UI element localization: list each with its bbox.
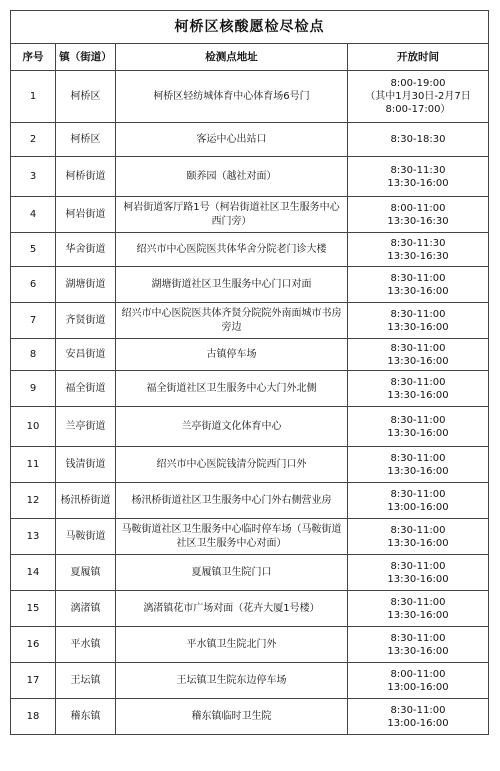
row-index: 14 xyxy=(11,555,56,591)
row-town: 柯桥区 xyxy=(56,71,116,123)
row-index: 7 xyxy=(11,303,56,339)
row-site: 绍兴市中心医院钱清分院西门口外 xyxy=(116,447,348,483)
hours-line: 8:30-11:00 xyxy=(390,632,446,644)
hours-line: 8:30-11:00 xyxy=(390,488,446,500)
hours-line: 8:30-18:30 xyxy=(390,134,446,145)
table-row xyxy=(11,591,489,627)
hours-line: 13:30-16:00 xyxy=(387,285,449,297)
row-hours xyxy=(348,233,489,267)
row-index: 6 xyxy=(11,267,56,303)
row-index: 9 xyxy=(11,371,56,407)
hours-line: 13:30-16:00 xyxy=(387,355,449,367)
hours-line: 13:30-16:00 xyxy=(387,321,449,333)
header-row xyxy=(11,44,489,71)
title-row xyxy=(11,11,489,44)
table-row xyxy=(11,267,489,303)
row-town: 柯桥街道 xyxy=(56,157,116,197)
hours-line: 13:30-16:30 xyxy=(387,250,449,262)
row-site: 稽东镇临时卫生院 xyxy=(116,699,348,735)
row-index: 12 xyxy=(11,483,56,519)
table-row xyxy=(11,699,489,735)
table-row xyxy=(11,123,489,157)
hours-line: 13:30-16:00 xyxy=(387,177,449,189)
row-hours xyxy=(348,555,489,591)
table-row xyxy=(11,555,489,591)
row-site: 颐养园（越社对面） xyxy=(116,157,348,197)
row-town: 钱清街道 xyxy=(56,447,116,483)
hours-line: 8:30-11:00 xyxy=(390,452,446,464)
row-hours xyxy=(348,407,489,447)
row-site: 古镇停车场 xyxy=(116,339,348,371)
row-site: 客运中心出站口 xyxy=(116,123,348,157)
row-town: 王坛镇 xyxy=(56,663,116,699)
row-hours xyxy=(348,157,489,197)
hours-line: 8:30-11:00 xyxy=(390,272,446,284)
row-index: 18 xyxy=(11,699,56,735)
header-site: 检测点地址 xyxy=(116,44,348,71)
row-hours xyxy=(348,303,489,339)
hours-line: 8:00-19:00 xyxy=(390,78,446,89)
row-town: 杨汛桥街道 xyxy=(56,483,116,519)
table-row xyxy=(11,197,489,233)
table-row xyxy=(11,663,489,699)
row-hours xyxy=(348,339,489,371)
header-index: 序号 xyxy=(11,44,56,71)
table-row xyxy=(11,627,489,663)
testing-sites-sheet xyxy=(10,10,488,762)
hours-line: 8:30-11:00 xyxy=(390,414,446,426)
table-row xyxy=(11,519,489,555)
row-index: 16 xyxy=(11,627,56,663)
hours-line: 13:00-16:00 xyxy=(387,717,449,729)
table-row xyxy=(11,447,489,483)
row-site: 绍兴市中心医院医共体华舍分院老门诊大楼 xyxy=(116,233,348,267)
row-index: 11 xyxy=(11,447,56,483)
hours-line: 8:30-11:30 xyxy=(390,237,446,249)
row-index: 5 xyxy=(11,233,56,267)
row-town: 安昌街道 xyxy=(56,339,116,371)
hours-line: 8:00-17:00） xyxy=(385,104,451,115)
row-index: 3 xyxy=(11,157,56,197)
row-town: 齐贤街道 xyxy=(56,303,116,339)
row-town: 漓渚镇 xyxy=(56,591,116,627)
row-index: 15 xyxy=(11,591,56,627)
row-hours xyxy=(348,699,489,735)
row-site: 杨汛桥街道社区卫生服务中心门外右侧营业房 xyxy=(116,483,348,519)
row-town: 湖塘街道 xyxy=(56,267,116,303)
hours-line: 8:00-11:00 xyxy=(390,202,446,214)
hours-line: 13:30-16:00 xyxy=(387,389,449,401)
row-site: 漓渚镇花市广场对面（花卉大厦1号楼） xyxy=(116,591,348,627)
row-site: 绍兴市中心医院医共体齐贤分院院外南面城市书房旁边 xyxy=(116,303,348,339)
row-hours xyxy=(348,627,489,663)
row-town: 平水镇 xyxy=(56,627,116,663)
hours-line: （其中1月30日-2月7日 xyxy=(365,91,471,102)
header-town: 镇（街道） xyxy=(56,44,116,71)
hours-line: 8:30-11:30 xyxy=(390,164,446,176)
row-index: 1 xyxy=(11,71,56,123)
table-row xyxy=(11,233,489,267)
table-row xyxy=(11,71,489,123)
hours-line: 8:00-11:00 xyxy=(390,668,446,680)
row-index: 2 xyxy=(11,123,56,157)
row-index: 10 xyxy=(11,407,56,447)
row-site: 柯岩街道客厅路1号（柯岩街道社区卫生服务中心西门旁） xyxy=(116,197,348,233)
hours-line: 13:30-16:00 xyxy=(387,645,449,657)
row-site: 平水镇卫生院北门外 xyxy=(116,627,348,663)
table-row xyxy=(11,371,489,407)
row-site: 湖塘街道社区卫生服务中心门口对面 xyxy=(116,267,348,303)
row-site: 马鞍街道社区卫生服务中心临时停车场（马鞍街道社区卫生服务中心对面） xyxy=(116,519,348,555)
row-town: 马鞍街道 xyxy=(56,519,116,555)
table-row xyxy=(11,407,489,447)
row-town: 兰亭街道 xyxy=(56,407,116,447)
hours-line: 8:30-11:00 xyxy=(390,342,446,354)
row-town: 福全街道 xyxy=(56,371,116,407)
row-town: 华舍街道 xyxy=(56,233,116,267)
hours-line: 13:00-16:00 xyxy=(387,681,449,693)
row-hours xyxy=(348,371,489,407)
row-town: 柯桥区 xyxy=(56,123,116,157)
row-town: 稽东镇 xyxy=(56,699,116,735)
row-hours xyxy=(348,197,489,233)
hours-line: 13:00-16:00 xyxy=(387,501,449,513)
testing-sites-table xyxy=(10,10,489,735)
row-hours xyxy=(348,123,489,157)
hours-line: 13:30-16:00 xyxy=(387,537,449,549)
row-hours xyxy=(348,71,489,123)
hours-line: 13:30-16:00 xyxy=(387,573,449,585)
row-hours xyxy=(348,267,489,303)
hours-line: 8:30-11:00 xyxy=(390,524,446,536)
table-row xyxy=(11,339,489,371)
hours-line: 13:30-16:00 xyxy=(387,465,449,477)
header-hours: 开放时间 xyxy=(348,44,489,71)
row-town: 柯岩街道 xyxy=(56,197,116,233)
row-site: 王坛镇卫生院东边停车场 xyxy=(116,663,348,699)
row-hours xyxy=(348,519,489,555)
table-title: 柯桥区核酸愿检尽检点 xyxy=(11,11,489,44)
row-index: 4 xyxy=(11,197,56,233)
hours-line: 8:30-11:00 xyxy=(390,596,446,608)
hours-line: 13:30-16:30 xyxy=(387,215,449,227)
row-town: 夏履镇 xyxy=(56,555,116,591)
row-site: 兰亭街道文化体育中心 xyxy=(116,407,348,447)
row-hours xyxy=(348,663,489,699)
table-row xyxy=(11,157,489,197)
row-hours xyxy=(348,447,489,483)
row-index: 13 xyxy=(11,519,56,555)
table-row xyxy=(11,483,489,519)
row-hours xyxy=(348,591,489,627)
hours-line: 13:30-16:00 xyxy=(387,609,449,621)
row-site: 福全街道社区卫生服务中心大门外北侧 xyxy=(116,371,348,407)
hours-line: 8:30-11:00 xyxy=(390,376,446,388)
hours-line: 8:30-11:00 xyxy=(390,704,446,716)
row-index: 8 xyxy=(11,339,56,371)
hours-line: 13:30-16:00 xyxy=(387,427,449,439)
row-hours xyxy=(348,483,489,519)
row-index: 17 xyxy=(11,663,56,699)
hours-line: 8:30-11:00 xyxy=(390,308,446,320)
row-site: 柯桥区轻纺城体育中心体育场6号门 xyxy=(116,71,348,123)
table-row xyxy=(11,303,489,339)
row-site: 夏履镇卫生院门口 xyxy=(116,555,348,591)
hours-line: 8:30-11:00 xyxy=(390,560,446,572)
